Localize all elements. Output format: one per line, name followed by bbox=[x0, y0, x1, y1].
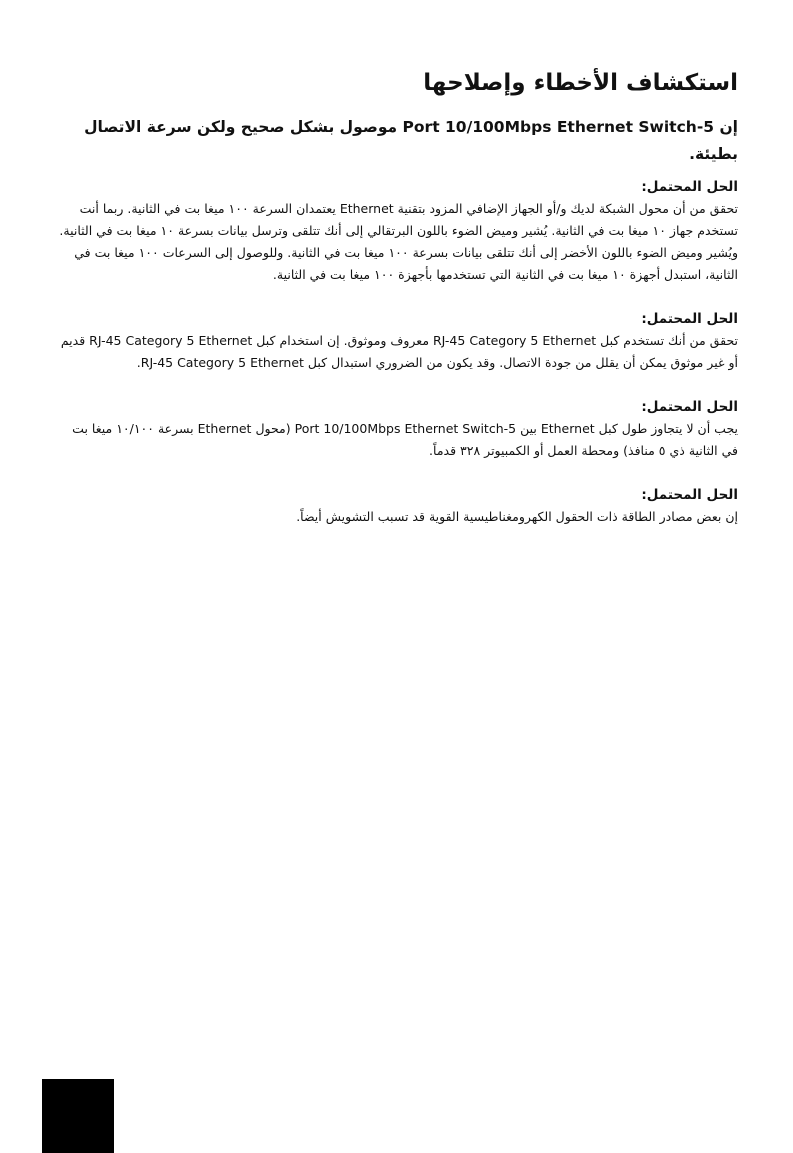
solution-item bbox=[52, 396, 738, 462]
solution-item bbox=[52, 484, 738, 528]
page-edge-tab bbox=[42, 1079, 114, 1153]
solution-text: يجب أن لا يتجاوز طول كبل Ethernet بين 5-Port 10/100Mbps Ethernet Switch (محول Ethernet بسرعة ١٠/١٠٠ ميغا بت في الثانية ذي ٥ منافذ) ومحطة العمل أو الكمبيوتر ٣٢٨ قدماً. bbox=[72, 421, 738, 458]
solution-item bbox=[52, 308, 738, 374]
solution-item bbox=[52, 176, 738, 286]
problem-statement: إن 5-Port 10/100Mbps Ethernet Switch موصول بشكل صحيح ولكن سرعة الاتصال بطيئة. bbox=[84, 118, 738, 163]
solution-label: الحل المحتمل: bbox=[641, 399, 738, 415]
solutions-list bbox=[52, 176, 738, 550]
manual-page bbox=[52, 0, 738, 1153]
solution-label: الحل المحتمل: bbox=[641, 487, 738, 503]
solution-text: إن بعض مصادر الطاقة ذات الحقول الكهرومغناطيسية القوية قد تسبب التشويش أيضاً. bbox=[296, 509, 738, 524]
page-title: استكشاف الأخطاء وإصلاحها bbox=[423, 70, 738, 96]
solution-label: الحل المحتمل: bbox=[641, 179, 738, 195]
solution-text: تحقق من أن محول الشبكة لديك و/أو الجهاز الإضافي المزود بتقنية Ethernet يعتمدان السرعة ١٠٠ ميغا بت في الثانية. ربما أنت تستخدم جهاز ١٠ ميغا بت في الثانية. يُشير وميض الضوء باللون البرتقالي إلى أنك تتلقى وترسل بيانات بسرعة ١٠ ميغا بت في الثانية. ويُشير وميض الضوء باللون الأخضر إلى أنك تتلقى بيانات بسرعة ١٠٠ ميغا بت في الثانية. وللوصول إلى السرعات ١٠٠ ميغا بت في الثانية، استبدل أجهزة ١٠ ميغا بت في الثانية التي تستخدمها بأجهزة ١٠٠ ميغا بت في الثانية. bbox=[59, 201, 738, 282]
solution-text: تحقق من أنك تستخدم كبل RJ-45 Category 5 Ethernet معروف وموثوق. إن استخدام كبل RJ-45 Category 5 Ethernet قديم أو غير موثوق يمكن أن يقلل من جودة الاتصال. وقد يكون من الضروري استبدال كبل RJ-45 Category 5 Ethernet. bbox=[60, 333, 738, 370]
solution-label: الحل المحتمل: bbox=[641, 311, 738, 327]
